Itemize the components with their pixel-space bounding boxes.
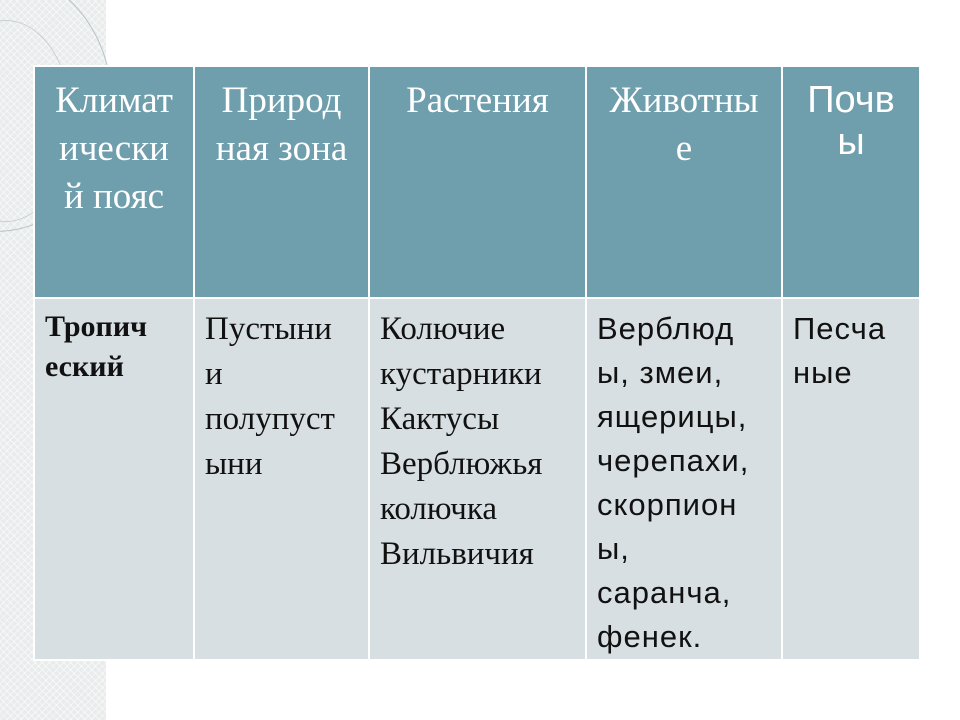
header-climate-belt-label: Климат ически й пояс [55, 80, 173, 217]
cell-soils-text: Песча ные [793, 311, 887, 390]
cell-climate-belt [34, 298, 194, 660]
cell-animals-text: Верблюд ы, змеи, ящерицы, черепахи, скорпион ы, саранча, фенек. [597, 311, 750, 654]
header-natural-zone-label: Природ ная зона [215, 80, 348, 169]
header-animals-label: Животны е [609, 80, 759, 169]
header-climate-belt [34, 66, 194, 298]
cell-animals [586, 298, 782, 660]
climate-zones-table-container [33, 65, 919, 661]
header-animals [586, 66, 782, 298]
table-header-row [34, 66, 920, 298]
cell-natural-zone-text: Пустыни и полупуст ыни [205, 311, 335, 482]
header-soils [782, 66, 920, 298]
table-row [34, 298, 920, 660]
header-plants [369, 66, 586, 298]
cell-soils [782, 298, 920, 660]
header-soils-label: Почв ы [807, 79, 895, 163]
climate-zones-table [33, 65, 921, 661]
cell-natural-zone [194, 298, 369, 660]
header-plants-label: Растения [406, 80, 549, 121]
cell-plants-text: Колючие кустарники Кактусы Верблюжья колючка Вильвичия [380, 311, 543, 572]
cell-plants [369, 298, 586, 660]
header-natural-zone [194, 66, 369, 298]
cell-climate-belt-text: Тропич еский [45, 310, 148, 383]
